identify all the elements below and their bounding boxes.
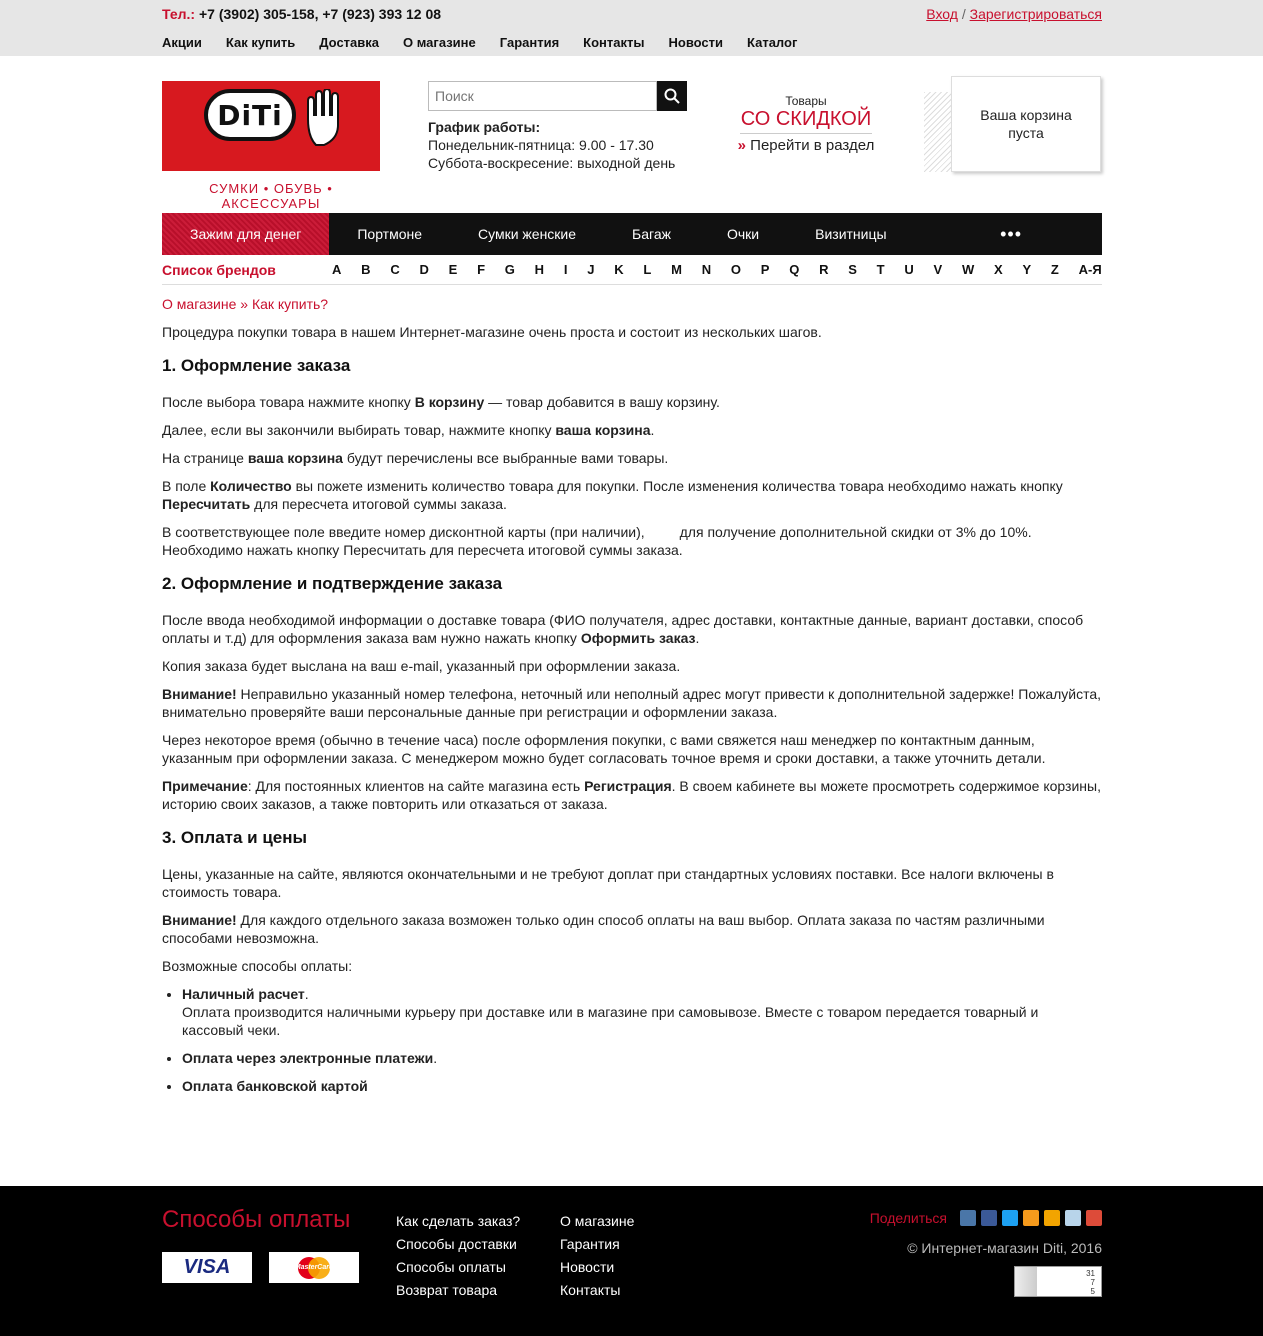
brand-letter[interactable]: P [760,262,770,277]
site-logo[interactable] [162,81,380,211]
footer-payment-title: Способы оплаты [162,1206,351,1233]
counter-bar-icon [1015,1267,1037,1296]
mastercard-text: MasterCard [294,1264,334,1271]
header [162,56,1102,213]
search-input[interactable] [428,81,657,111]
counter-numbers: 31 7 5 [1086,1269,1095,1296]
brand-letter[interactable]: F [477,262,486,277]
phone-label: Тел.: [162,6,196,22]
paragraph: В поле Количество вы пожете изменить количество товара для покупки. После изменения количества товара необходимо нажать кнопку Пересчитать для пересчета итоговой суммы заказа. [162,478,1063,512]
top-menu-news[interactable]: Новости [668,34,723,50]
share-label: Поделиться [869,1210,947,1226]
brand-letter[interactable]: Q [789,262,800,277]
phone-info [162,6,441,22]
brand-letter[interactable]: C [390,262,400,277]
brand-letters [332,262,1102,277]
footer-link-delivery[interactable]: Способы доставки [396,1236,517,1252]
footer-link-payment[interactable]: Способы оплаты [396,1259,506,1275]
register-link[interactable]: Зарегистрироваться [969,6,1102,22]
brand-letter[interactable]: R [819,262,829,277]
top-menu-warranty[interactable]: Гарантия [499,34,560,50]
top-menu-catalog[interactable]: Каталог [747,34,798,50]
footer-link-warranty[interactable]: Гарантия [560,1236,620,1252]
top-menu-about[interactable]: О магазине [403,34,476,50]
login-link[interactable]: Вход [926,6,958,22]
footer-link-how-to-order[interactable]: Как сделать заказ? [396,1213,521,1229]
category-luggage[interactable]: Багаж [632,226,671,242]
top-menu-how-to-buy[interactable]: Как купить [225,34,296,50]
brand-letter[interactable]: L [643,262,652,277]
footer-links-col2 [560,1210,634,1302]
sale-arrow: » [737,137,746,154]
paragraph: В соответствующее поле введите номер дисконтной карты (при наличии), для получение дополнительной скидки от 3% до 10%. Необходимо нажать кнопку Пересчитать для пересчета итоговой суммы заказа. [162,524,1036,558]
livejournal-icon[interactable] [1065,1210,1081,1226]
vk-icon[interactable] [960,1210,976,1226]
brand-letter[interactable]: K [614,262,624,277]
brand-letter[interactable]: W [961,262,975,277]
search-box [428,81,687,111]
brand-letter[interactable]: N [701,262,712,277]
paragraph: Далее, если вы закончили выбирать товар, нажмите кнопку ваша корзина. [162,422,655,438]
auth-links [926,6,1102,22]
paragraph: Копия заказа будет выслана на ваш e-mail, указанный при оформлении заказа. [162,658,681,674]
section-heading-confirm: 2. Оформление и подтверждение заказа [162,574,503,593]
brand-letter[interactable]: Y [1022,262,1032,277]
share-bar [870,1210,1102,1226]
google-plus-icon[interactable] [1086,1210,1102,1226]
brand-letter[interactable]: I [563,262,568,277]
visa-text: VISA [183,1256,231,1278]
paragraph: Примечание: Для постоянных клиентов на сайте магазина есть Регистрация. В своем кабинете вы можете просмотреть содержимое корзины, историю своих заказов, а также повторить или отказаться от заказа. [162,778,1101,812]
visa-logo [162,1252,252,1283]
auth-separator: / [961,6,966,22]
category-glasses[interactable]: Очки [726,226,760,242]
category-wallets[interactable]: Портмоне [357,226,423,242]
logo-badge [204,89,296,141]
paragraph: На странице ваша корзина будут перечислены все выбранные вами товары. [162,450,669,466]
logo-tagline: СУМКИ • ОБУВЬ • АКСЕССУАРЫ [209,181,333,211]
work-schedule [428,118,675,172]
visit-counter[interactable] [1014,1266,1102,1297]
cart-decoration [924,92,954,172]
topbar-row [162,0,1102,28]
breadcrumb[interactable]: О магазине » Как купить? [162,296,329,312]
odnoklassniki-icon[interactable] [1023,1210,1039,1226]
sale-title: СО СКИДКОЙ [740,108,872,134]
brand-letter[interactable]: B [361,262,371,277]
brand-letter[interactable]: G [504,262,515,277]
paragraph: После ввода необходимой информации о доставке товара (ФИО получателя, адрес доставки, контактные данные, вариант доставки, способ оплаты и т.д) для оформления заказа вам нужно нажать кнопку Оформить заказ. [162,612,1084,646]
payment-methods-list [182,985,1102,1095]
top-menu-contacts[interactable]: Контакты [583,34,645,50]
brand-letter[interactable]: J [587,262,595,277]
footer-link-about[interactable]: О магазине [560,1213,635,1229]
main-content [162,285,1102,1095]
brand-letter[interactable]: E [448,262,458,277]
brand-letter[interactable]: U [904,262,914,277]
schedule-title: График работы: [428,119,541,135]
facebook-icon[interactable] [981,1210,997,1226]
list-item: • Оплата банковской картой [182,1077,1102,1095]
schedule-weekend: Суббота-воскресение: выходной день [428,155,676,171]
top-menu-delivery[interactable]: Доставка [319,34,380,50]
section-heading-payment: 3. Оплата и цены [162,828,308,847]
footer [0,1186,1263,1336]
twitter-icon[interactable] [1002,1210,1018,1226]
brand-letter[interactable]: V [933,262,943,277]
brand-letter[interactable]: Z [1050,262,1059,277]
brand-letter[interactable]: H [534,262,545,277]
footer-links-col1 [396,1210,520,1302]
brand-letter[interactable]: T [876,262,885,277]
intro-text: Процедура покупки товара в нашем Интернет-магазине очень проста и состоит из нескольких шагов. [162,324,822,340]
brand-letter[interactable]: S [848,262,857,277]
top-menu-promotions[interactable]: Акции [162,34,202,50]
brand-letter[interactable]: X [994,262,1003,277]
top-menu [0,28,1263,56]
sale-label: Товары [785,94,827,108]
footer-link-contacts[interactable]: Контакты [560,1282,621,1298]
brand-letter[interactable]: O [730,262,741,277]
sale-link[interactable] [736,137,876,154]
search-icon [664,88,680,104]
list-item: • Наличный расчет. Оплата производится наличными курьеру при доставке или в магазине при самовывозе. Вместе с товаром передается товарный и кассовый чеки. [182,985,1102,1039]
brand-letter[interactable]: A [332,262,342,277]
brand-letter[interactable]: А-Я [1078,262,1102,277]
paragraph: Через некоторое время (обычно в течение часа) после оформления покупки, с вами свяжется наш менеджер по контактным данным, указанным при оформлении заказа. С менеджером можно будет согласовать точное время и сроки доставки, а также уточнить детали. [162,732,1046,766]
more-categories-button[interactable]: ••• [1000,223,1022,244]
section-heading-order: 1. Оформление заказа [162,356,351,375]
copyright: © Интернет-магазин Diti, 2016 [907,1240,1102,1256]
cart-line1: Ваша корзина [980,107,1072,123]
brand-letter[interactable]: M [671,262,682,277]
list-item: • Оплата через электронные платежи. [182,1049,1102,1067]
footer-link-returns[interactable]: Возврат товара [396,1282,498,1298]
cart-line2: пуста [1008,125,1044,141]
category-nav [162,213,1102,255]
category-card-holders[interactable]: Визитницы [815,226,887,242]
paragraph: Цены, указанные на сайте, являются окончательными и не требуют доплат при стандартных условиях поставки. Все налоги включены в стоимость товара. [162,866,1054,900]
category-money-clip[interactable]: Зажим для денег [162,213,329,255]
paragraph: Внимание! Неправильно указанный номер телефона, неточный или неполный адрес могут привести к дополнительной задержке! Пожалуйста, внимательно проверяйте ваши персональные данные при регистрации и оформлении заказа. [162,686,1102,720]
mastercard-logo [269,1252,359,1283]
phone-numbers: +7 (3902) 305-158, +7 (923) 393 12 08 [198,6,442,22]
glove-icon [302,89,346,147]
sale-block[interactable] [736,94,876,154]
schedule-weekdays: Понедельник-пятница: 9.00 - 17.30 [428,137,654,153]
paragraph: После выбора товара нажмите кнопку В корзину — товар добавится в вашу корзину. [162,394,720,410]
cart-box[interactable] [951,76,1101,172]
sale-link-text: Перейти в раздел [750,137,875,154]
category-womens-bags[interactable]: Сумки женские [478,226,577,242]
mailru-icon[interactable] [1044,1210,1060,1226]
brands-title[interactable]: Список брендов [162,261,276,278]
logo-text: DiTi [217,98,283,132]
footer-link-news[interactable]: Новости [560,1259,615,1275]
paragraph: Возможные способы оплаты: [162,958,353,974]
brand-letter[interactable]: D [419,262,429,277]
paragraph: Внимание! Для каждого отдельного заказа возможен только один способ оплаты на ваш выбор. Оплата заказа по частям различными способами невозможна. [162,912,1045,946]
brands-bar [162,255,1102,285]
topbar [0,0,1263,56]
search-button[interactable] [657,81,687,111]
